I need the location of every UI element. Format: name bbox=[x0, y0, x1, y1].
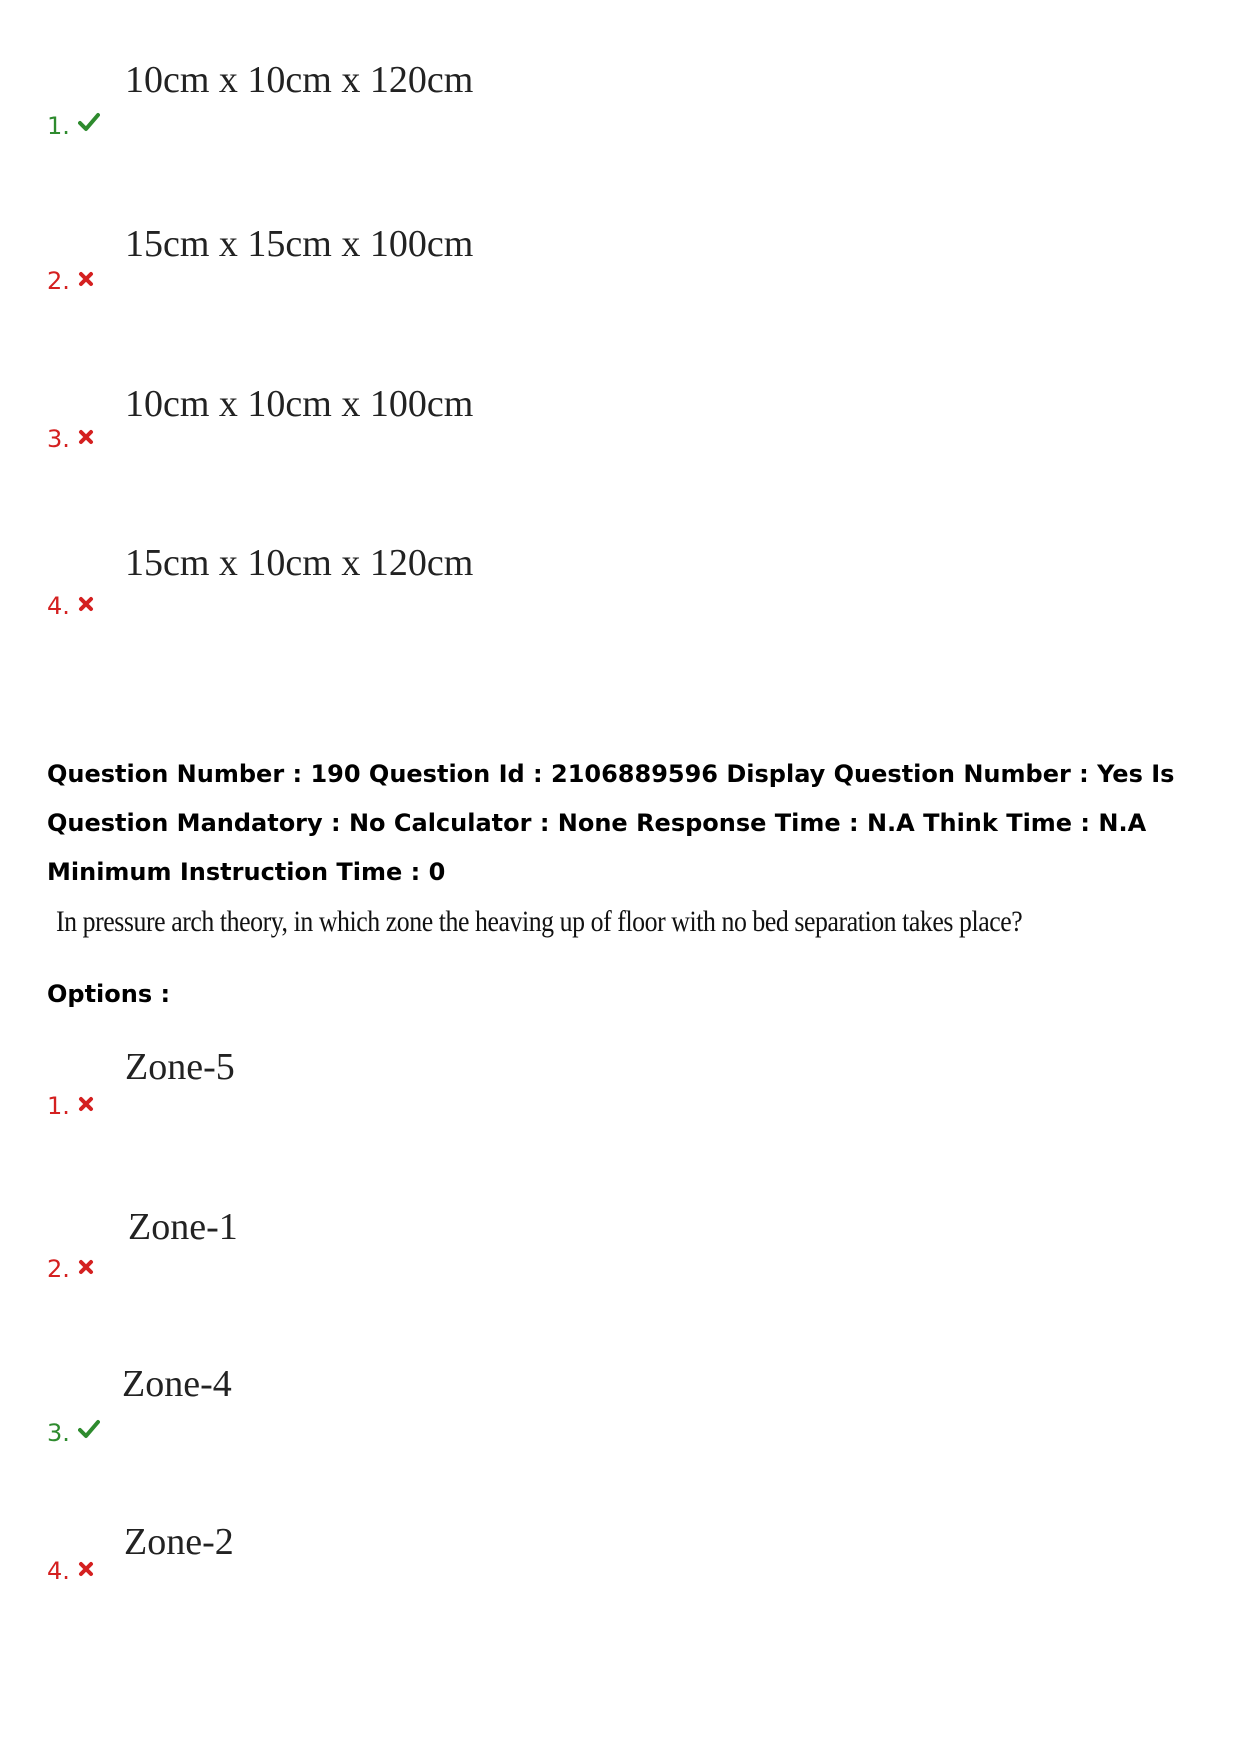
prev-option-4-text: 15cm x 10cm x 120cm bbox=[125, 542, 474, 584]
prev-option-2-text: 15cm x 15cm x 100cm bbox=[125, 223, 474, 265]
check-icon bbox=[78, 1419, 100, 1439]
question-metadata: Question Number : 190 Question Id : 2106889596 Display Question Number : Yes Is Question Mandatory : No Calculator : None Response Time : N.A Think Time : N.A Minimum Instruction Time : 0 bbox=[47, 760, 1175, 886]
option-number: 4. bbox=[47, 1557, 70, 1585]
option-number: 1. bbox=[47, 1092, 70, 1120]
option-3-text: Zone-4 bbox=[122, 1363, 232, 1405]
option-number: 3. bbox=[47, 425, 70, 453]
option-1-text: Zone-5 bbox=[125, 1046, 235, 1088]
option-2-text: Zone-1 bbox=[128, 1206, 238, 1248]
option-4-text: Zone-2 bbox=[124, 1521, 234, 1563]
cross-icon bbox=[78, 596, 94, 612]
option-number: 1. bbox=[47, 112, 70, 140]
prev-option-3-text: 10cm x 10cm x 100cm bbox=[125, 383, 474, 425]
cross-icon bbox=[78, 429, 94, 445]
cross-icon bbox=[78, 271, 94, 287]
option-number: 2. bbox=[47, 267, 70, 295]
cross-icon bbox=[78, 1561, 94, 1577]
option-number: 3. bbox=[47, 1419, 70, 1447]
question-text: In pressure arch theory, in which zone the heaving up of floor with no bed separation takes place? bbox=[56, 905, 1023, 938]
options-label: Options : bbox=[47, 980, 171, 1008]
cross-icon bbox=[78, 1259, 94, 1275]
check-icon bbox=[78, 112, 100, 132]
cross-icon bbox=[78, 1096, 94, 1112]
option-number: 4. bbox=[47, 592, 70, 620]
option-number: 2. bbox=[47, 1255, 70, 1283]
prev-option-1-text: 10cm x 10cm x 120cm bbox=[125, 59, 474, 101]
